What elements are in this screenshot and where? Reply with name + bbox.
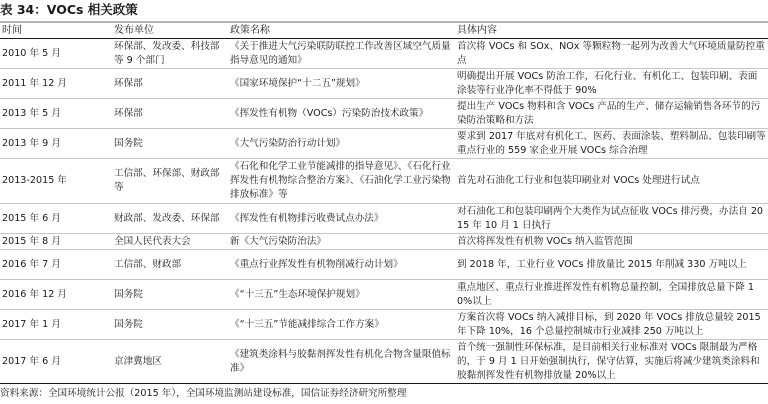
issuer-cell — [112, 69, 228, 99]
content-cell — [455, 39, 768, 69]
issuer-text: 工信部、环保部、财政部等 — [114, 168, 220, 193]
content-text: 首个统一强制性环保标准，是目前相关行业标准对 VOCs 限制最为严格的，于 9 月 1 日开始强制执行，保守估算，实施后将减少建筑类涂料和胶黏剂挥发性有机物排放量 20%以上 — [457, 341, 760, 381]
table-title: 表 34：VOCs 相关政策 — [0, 2, 138, 17]
table-row — [0, 99, 768, 129]
time-cell: 2015 年 6 月 — [0, 204, 112, 234]
time-cell: 2013 年 5 月 — [0, 99, 112, 129]
policy-text: 《建筑类涂料与胶黏剂挥发性有机化合物含量限值标准》 — [230, 348, 451, 374]
content-text: 首次将挥发性有机物 VOCs 纳入监管范围 — [457, 235, 633, 247]
issuer-cell — [112, 310, 228, 340]
content-cell — [455, 159, 768, 204]
policy-cell — [228, 250, 455, 280]
content-text: 重点地区、重点行业推进挥发性有机物总量控制，全国排放总量下降 10%以上 — [457, 281, 754, 307]
issuer-cell — [112, 129, 228, 159]
time-cell: 2017 年 1 月 — [0, 310, 112, 340]
policy-cell — [228, 234, 455, 250]
time-cell: 2015 年 8 月 — [0, 234, 112, 250]
table-row — [0, 159, 768, 204]
policy-cell — [228, 340, 455, 384]
issuer-text: 环保部、发改委、科技部等 9 个部门 — [114, 40, 220, 66]
content-text: 明确提出开展 VOCs 防治工作，石化行业、有机化工、包装印刷、表面涂装等行业净化率不得低于 90% — [457, 70, 758, 96]
content-cell — [455, 99, 768, 129]
policy-cell — [228, 159, 455, 204]
content-cell — [455, 250, 768, 280]
issuer-text: 环保部 — [114, 77, 143, 89]
content-cell — [455, 280, 768, 310]
content-cell — [455, 204, 768, 234]
content-text: 首次将 VOCs 和 SOx、NOx 等颗粒物一起列为改善大气环境质量防控重点 — [457, 40, 765, 66]
policy-text: 新《大气污染防治法》 — [230, 235, 326, 247]
column-header-time: 时间 — [0, 22, 112, 39]
policy-cell — [228, 39, 455, 69]
time-cell: 2016 年 7 月 — [0, 250, 112, 280]
issuer-cell — [112, 99, 228, 129]
column-header-policy: 政策名称 — [228, 22, 455, 39]
policy-cell — [228, 99, 455, 129]
column-header-issuer: 发布单位 — [112, 22, 228, 39]
policy-text: 《石化和化学工业节能减排的指导意见》、《石化行业挥发性有机物综合整治方案》、《石油化学工业污染物排放标准》等 — [230, 161, 451, 200]
table-row — [0, 234, 768, 250]
table-row — [0, 280, 768, 310]
issuer-text: 全国人民代表大会 — [114, 235, 191, 247]
policy-cell — [228, 310, 455, 340]
issuer-cell — [112, 280, 228, 310]
policy-text: 《挥发性有机物（VOCs）污染防治技术政策》 — [230, 107, 429, 119]
issuer-text: 国务院 — [114, 318, 143, 330]
issuer-text: 工信部、财政部 — [114, 258, 182, 270]
policy-table — [0, 21, 768, 384]
policy-text: 《大气污染防治行动计划》 — [230, 137, 346, 149]
time-cell: 2013 年 9 月 — [0, 129, 112, 159]
policy-cell — [228, 280, 455, 310]
policy-cell — [228, 69, 455, 99]
issuer-cell — [112, 39, 228, 69]
issuer-text: 国务院 — [114, 288, 143, 300]
policy-text: 《关于推进大气污染联防联控工作改善区域空气质量指导意见的通知》 — [230, 40, 451, 66]
column-header-content: 具体内容 — [455, 22, 768, 39]
issuer-cell — [112, 234, 228, 250]
policy-text: 《挥发性有机物排污收费试点办法》 — [230, 212, 384, 224]
time-cell: 2013-2015 年 — [0, 159, 112, 204]
content-text: 方案首次将 VOCs 纳入减排目标，到 2020 年 VOCs 排放总量较 2015 年下降 10%，16 个总量控制城市行业减排 250 万吨以上 — [457, 311, 761, 337]
source-note: 资料来源：全国环境统计公报（2015 年），全国环境监测站建设标准，国信证券经济研究所整理 — [0, 388, 407, 399]
policy-text: 《国家环境保护“十二五”规划》 — [230, 77, 365, 89]
content-text: 提出生产 VOCs 物料和含 VOCs 产品的生产、储存运输销售各环节的污染防治策略和方法 — [457, 100, 761, 126]
content-text: 对石油化工和包装印刷两个大类作为试点征收 VOCs 排污费，办法自 2015 年 10 月 1 日执行 — [457, 205, 764, 231]
table-row — [0, 250, 768, 280]
time-cell: 2017 年 6 月 — [0, 340, 112, 384]
table-row — [0, 69, 768, 99]
issuer-text: 国务院 — [114, 137, 143, 149]
policy-text: 《重点行业挥发性有机物削减行动计划》 — [230, 258, 403, 270]
table-row — [0, 129, 768, 159]
table-row — [0, 39, 768, 69]
time-cell: 2016 年 12 月 — [0, 280, 112, 310]
table-row — [0, 310, 768, 340]
content-cell — [455, 340, 768, 384]
table-row — [0, 340, 768, 384]
policy-text: 《“十三五”节能减排综合工作方案》 — [230, 318, 384, 330]
content-text: 首先对石油化工行业和包装印刷业对 VOCs 处理进行试点 — [457, 175, 700, 186]
issuer-cell — [112, 340, 228, 384]
issuer-text: 京津冀地区 — [114, 355, 162, 367]
issuer-text: 财政部、发改委、环保部 — [114, 212, 220, 224]
table-row — [0, 204, 768, 234]
issuer-cell — [112, 204, 228, 234]
issuer-text: 环保部 — [114, 107, 143, 119]
issuer-cell — [112, 250, 228, 280]
policy-text: 《“十三五”生态环境保护规划》 — [230, 288, 365, 300]
policy-cell — [228, 129, 455, 159]
time-cell: 2011 年 12 月 — [0, 69, 112, 99]
table-header-row — [0, 22, 768, 39]
content-cell — [455, 234, 768, 250]
issuer-cell — [112, 159, 228, 204]
content-text: 到 2018 年，工业行业 VOCs 排放量比 2015 年削减 330 万吨以上 — [457, 258, 747, 270]
content-cell — [455, 310, 768, 340]
content-text: 要求到 2017 年底对有机化工、医药、表面涂装、塑料制品、包装印刷等重点行业的 559 家企业开展 VOCs 综合治理 — [457, 130, 766, 156]
content-cell — [455, 69, 768, 99]
time-cell: 2010 年 5 月 — [0, 39, 112, 69]
content-cell — [455, 129, 768, 159]
policy-cell — [228, 204, 455, 234]
